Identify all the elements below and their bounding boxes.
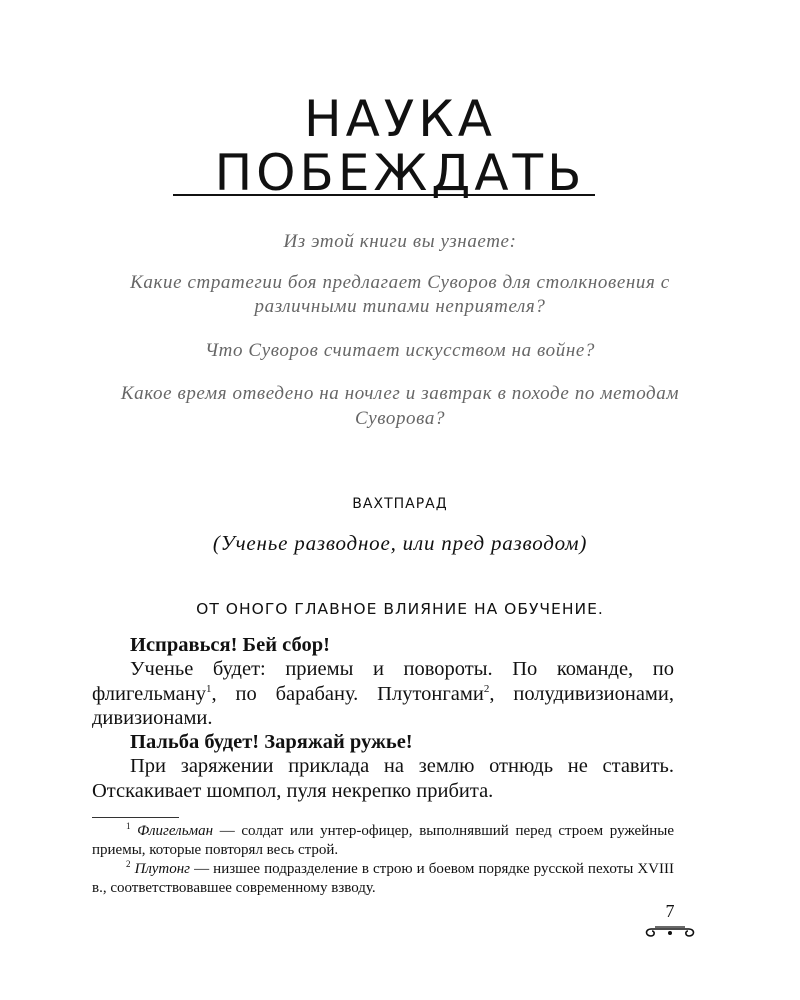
footnote-term: Флигельман <box>137 823 214 839</box>
footnotes <box>92 822 674 898</box>
text-run: , по барабану. Плутонгами <box>211 682 484 705</box>
footnote <box>92 822 674 860</box>
intro-question: Какое время отведено на ночлег и завтрак в походе по методам Суворова? <box>120 383 680 429</box>
intro-block <box>110 230 690 450</box>
footnote-ref: 2 <box>483 682 490 695</box>
title-line-2: ПОБЕЖДАТЬ <box>214 144 586 202</box>
page-number: 7 <box>665 901 675 921</box>
text-run: Ученье будет: приемы и повороты. По команде, по флигельману <box>92 658 674 705</box>
scroll-ornament-icon <box>643 924 697 938</box>
command-line: Пальба будет! Заряжай ружье! <box>130 731 413 754</box>
section-subheading: (Ученье разводное, или пред разводом) <box>212 531 588 555</box>
lead-statement: ОТ ОНОГО ГЛАВНОЕ ВЛИЯНИЕ НА ОБУЧЕНИЕ. <box>196 600 604 618</box>
intro-question: Что Суворов считает искусством на войне? <box>204 339 596 361</box>
body-paragraph: При заряжении приклада на землю отнюдь не ставить. Отскакивает шомпол, пуля некрепко прибита. <box>92 755 674 802</box>
body-paragraph <box>92 657 674 730</box>
footnote <box>92 860 674 898</box>
title-underline <box>173 194 595 196</box>
footnote-ref: 1 <box>205 682 212 695</box>
intro-lead: Из этой книги вы узнаете: <box>283 231 517 252</box>
footnote-divider <box>92 817 179 818</box>
footnote-text: — солдат или унтер-офицер, выполнявший перед строем ружейные приемы, которые повторял весь строй. <box>92 823 674 858</box>
footnote-number: 1 <box>126 821 131 831</box>
page-title <box>130 92 670 200</box>
footnote-number: 2 <box>126 859 131 869</box>
footnote-text: — низшее подразделение в строю и боевом порядке русской пехоты XVIII в., соответствовавшее современному взводу. <box>92 861 674 896</box>
intro-question: Какие стратегии боя предлагает Суворов для столкновения с различными типами неприятеля? <box>130 271 670 317</box>
text-run: , полудивизионами, дивизионами. <box>92 682 674 729</box>
footnote-term: Плутонг <box>134 861 191 877</box>
title-line-1: НАУКА <box>304 90 496 148</box>
command-line: Исправься! Бей сбор! <box>130 634 330 656</box>
body-text <box>92 633 674 803</box>
section-heading: ВАХТПАРАД <box>352 496 448 512</box>
